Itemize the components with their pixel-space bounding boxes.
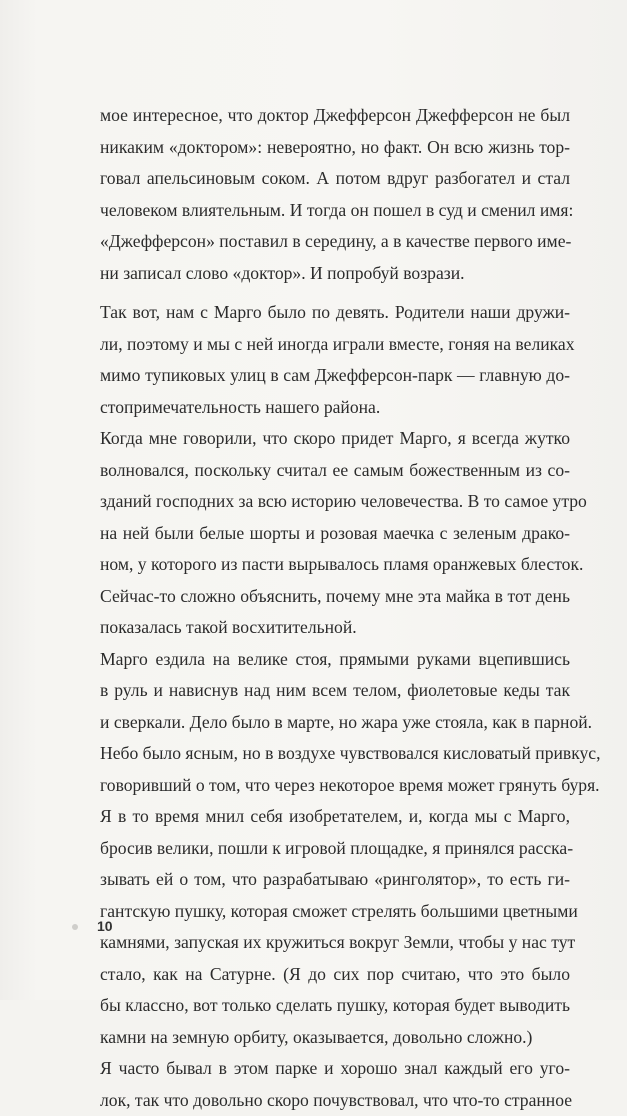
text-line: зданий господних за всю историю человечества. В то самое утро bbox=[100, 486, 570, 518]
text-line: мое интересное, что доктор Джефферсон Джефферсон не был bbox=[100, 100, 570, 132]
text-line: волновался, поскольку считал ее самым божественным из со- bbox=[100, 455, 570, 487]
text-line: стало, как на Сатурне. (Я до сих пор считаю, что это было bbox=[100, 959, 570, 991]
text-line: бросив велики, пошли к игровой площадке, я принялся расска- bbox=[100, 833, 570, 865]
text-line: показалась такой восхитительной. bbox=[100, 612, 570, 644]
text-line: гантскую пушку, которая сможет стрелять большими цветными bbox=[100, 896, 570, 928]
text-line: говоривший о том, что через некоторое время может грянуть буря. bbox=[100, 770, 570, 802]
text-line: ли, поэтому и мы с ней иногда играли вместе, гоняя на великах bbox=[100, 329, 570, 361]
text-line: Марго ездила на велике стоя, прямыми руками вцепившись bbox=[100, 644, 570, 676]
text-line: никаким «доктором»: невероятно, но факт. Он всю жизнь тор- bbox=[100, 132, 570, 164]
text-line: Небо было ясным, но в воздухе чувствовался кисловатый привкус, bbox=[100, 738, 570, 770]
text-line: Я в то время мнил себя изобретателем, и, когда мы с Марго, bbox=[100, 801, 570, 833]
text-line: камнями, запуская их кружиться вокруг Земли, чтобы у нас тут bbox=[100, 927, 570, 959]
text-line: Так вот, нам с Марго было по девять. Родители наши дружи- bbox=[100, 297, 570, 329]
text-line: зывать ей о том, что разрабатываю «ринголятор», то есть ги- bbox=[100, 864, 570, 896]
text-line: лок, так что довольно скоро почувствовал, что что-то странное bbox=[100, 1085, 570, 1116]
page-corner-mark bbox=[72, 924, 78, 930]
paragraph-gap bbox=[100, 289, 570, 297]
text-line: Когда мне говорили, что скоро придет Марго, я всегда жутко bbox=[100, 423, 570, 455]
text-line: человеком влиятельным. И тогда он пошел в суд и сменил имя: bbox=[100, 195, 570, 227]
text-line: говал апельсиновым соком. А потом вдруг разбогател и стал bbox=[100, 163, 570, 195]
body-text bbox=[100, 100, 570, 1116]
text-line: камни на земную орбиту, оказывается, довольно сложно.) bbox=[100, 1022, 570, 1054]
page-number: 10 bbox=[97, 918, 113, 934]
text-line: на ней были белые шорты и розовая маечка с зеленым драко- bbox=[100, 518, 570, 550]
text-line: «Джефферсон» поставил в середину, а в качестве первого име- bbox=[100, 226, 570, 258]
text-line: Я часто бывал в этом парке и хорошо знал каждый его уго- bbox=[100, 1053, 570, 1085]
text-line: бы классно, вот только сделать пушку, которая будет выводить bbox=[100, 990, 570, 1022]
text-line: ни записал слово «доктор». И попробуй возрази. bbox=[100, 258, 570, 290]
text-line: Сейчас-то сложно объяснить, почему мне эта майка в тот день bbox=[100, 581, 570, 613]
text-line: ном, у которого из пасти вырывалось пламя оранжевых блесток. bbox=[100, 549, 570, 581]
text-line: и сверкали. Дело было в марте, но жара уже стояла, как в парной. bbox=[100, 707, 570, 739]
text-line: стопримечательность нашего района. bbox=[100, 392, 570, 424]
text-line: в руль и нависнув над ним всем телом, фиолетовые кеды так bbox=[100, 675, 570, 707]
text-line: мимо тупиковых улиц в сам Джефферсон-парк — главную до- bbox=[100, 360, 570, 392]
